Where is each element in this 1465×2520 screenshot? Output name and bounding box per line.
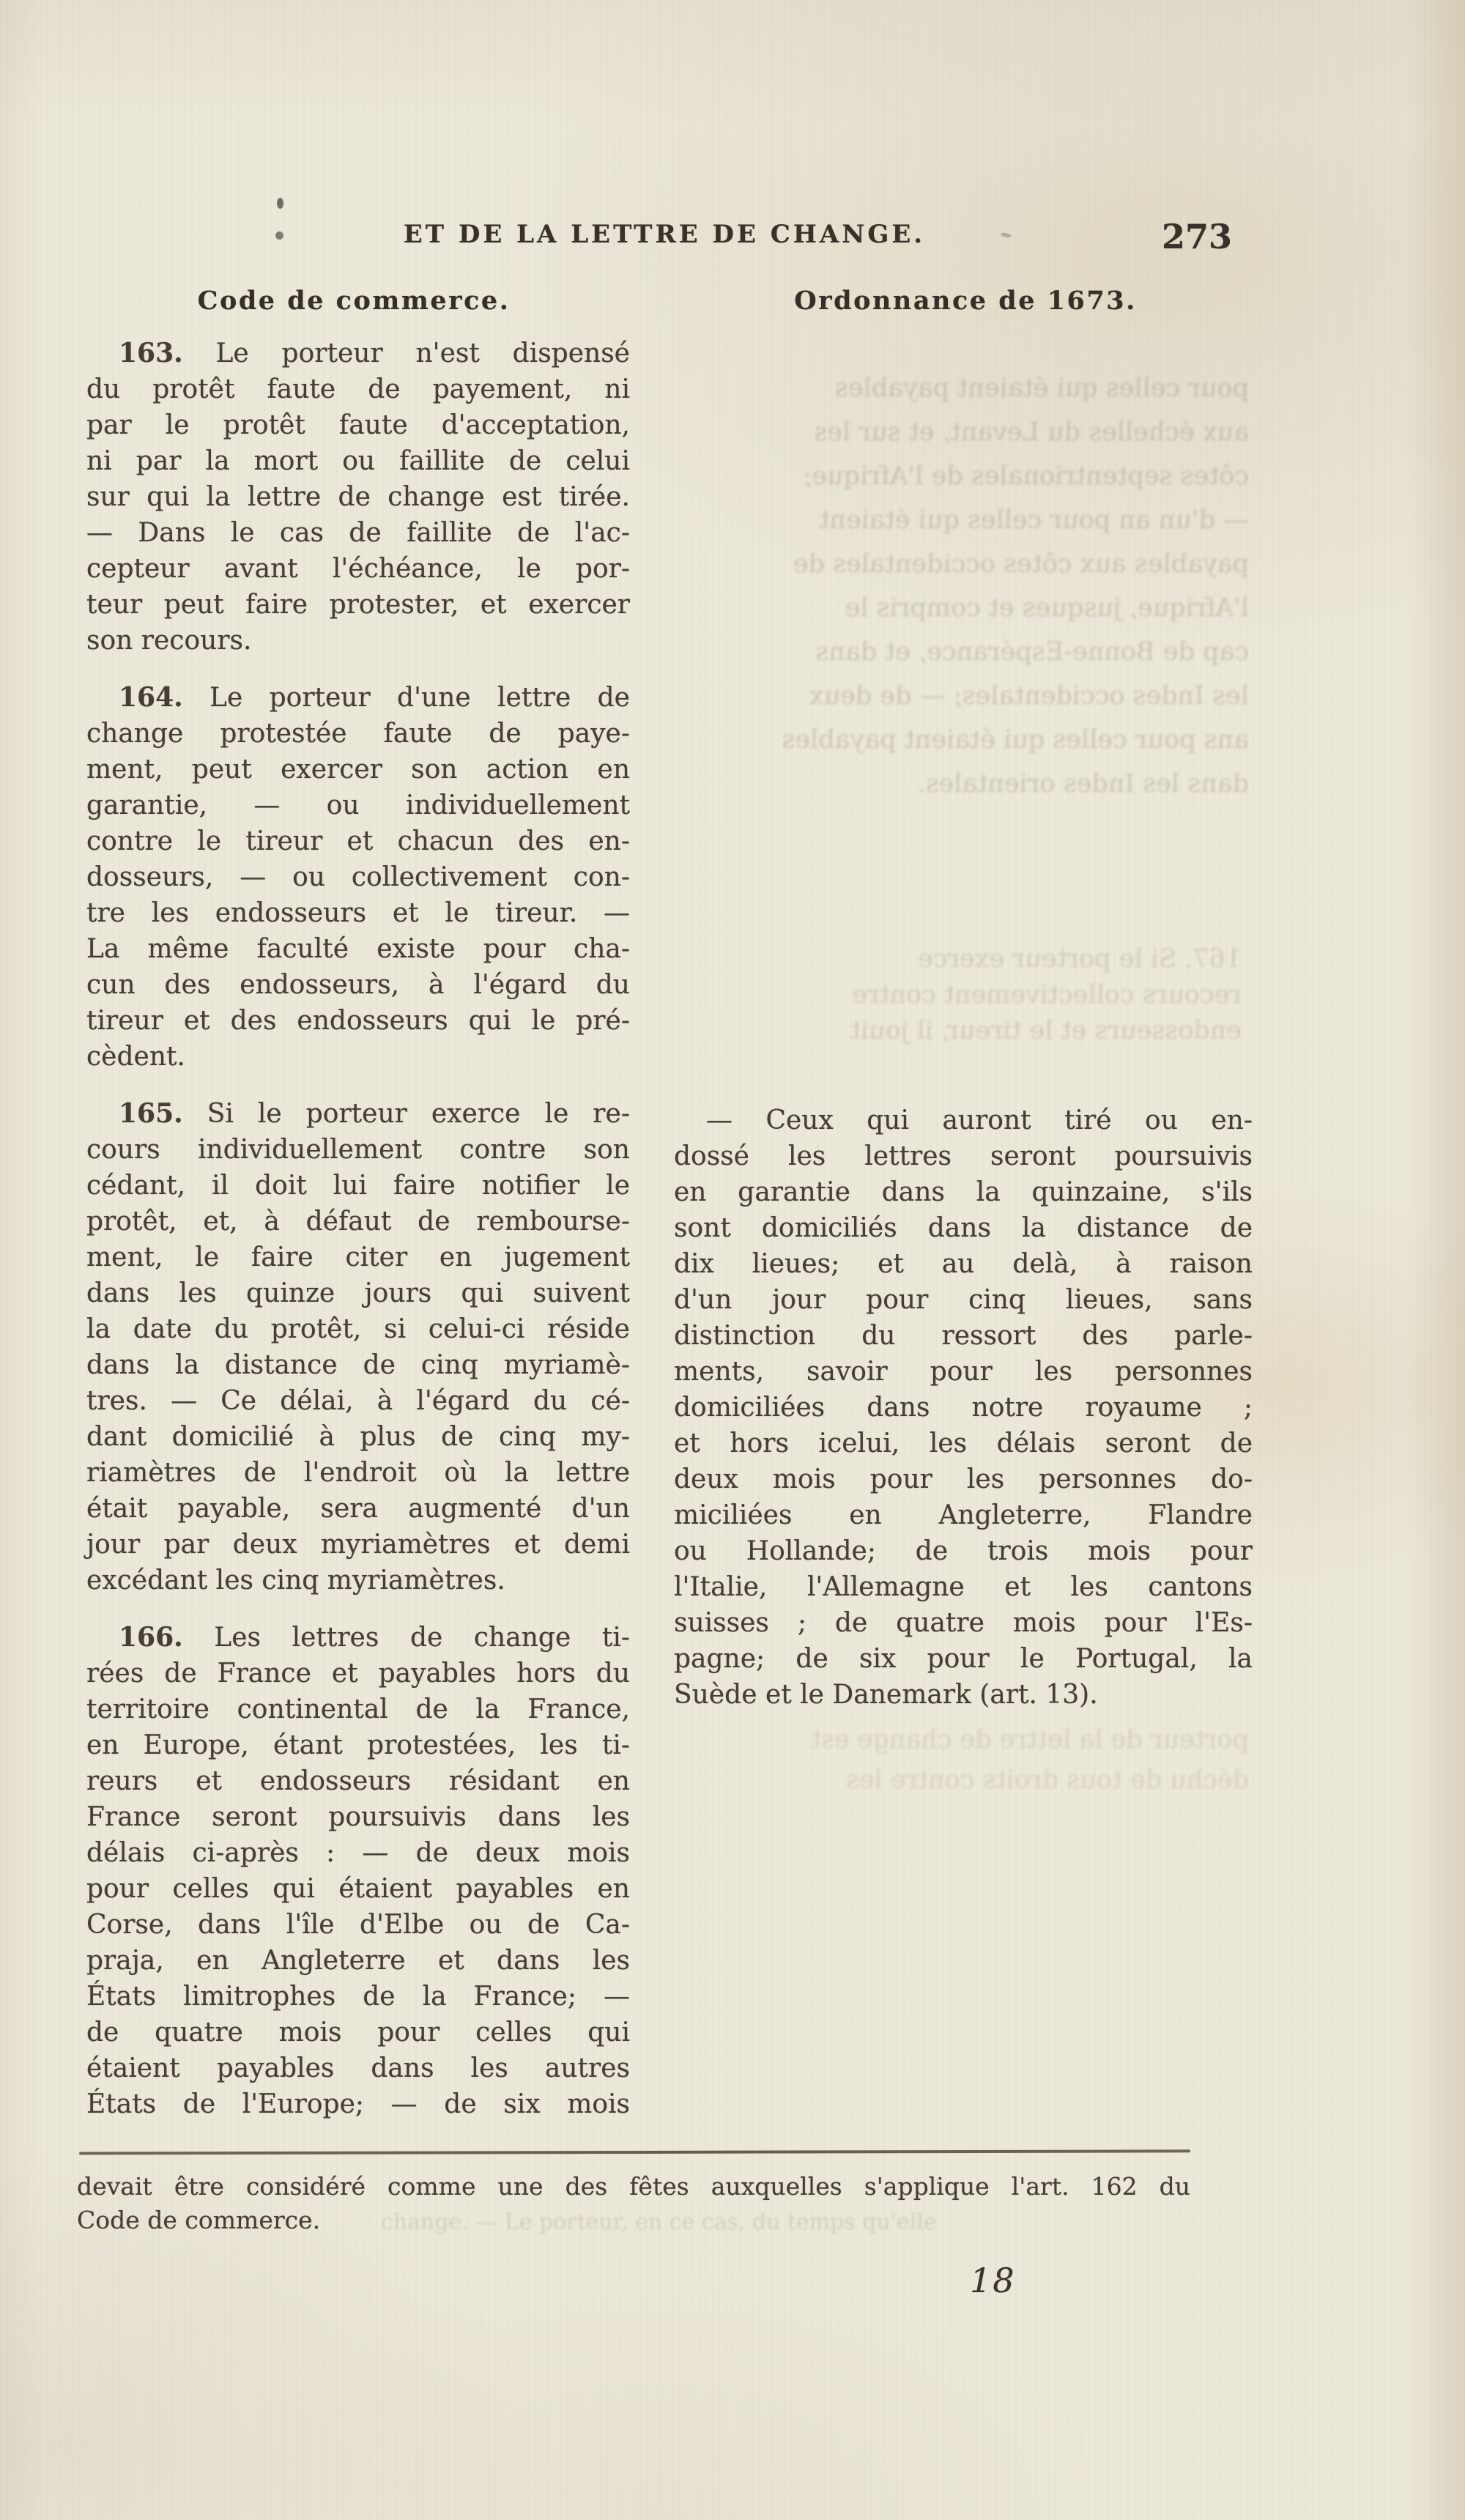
right-column-heading: Ordonnance de 1673. [794,286,1137,316]
text-line: pagne; de six pour le Portugal, la [674,1644,1253,1674]
text-line: 163. Le porteur n'est dispensé [119,338,630,368]
text-line: distinction du ressort des parle- [674,1321,1253,1351]
text-line: tres. — Ce délai, à l'égard du cé- [86,1386,630,1416]
text-line: dosseurs, — ou collectivement con- [86,862,630,892]
text-line: dans la distance de cinq myriamè- [86,1350,630,1380]
text-line: l'Italie, l'Allemagne et les cantons [674,1572,1253,1602]
text-line: en Europe, étant protestées, les ti- [86,1730,630,1760]
text-line: suisses ; de quatre mois pour l'Es- [674,1608,1253,1638]
text-line: riamètres de l'endroit où la lettre [86,1458,630,1488]
text-line: — Ceux qui auront tiré ou en- [706,1105,1253,1135]
bleedthrough-line: recours collectivement contre [852,980,1242,1009]
text-line: ment, peut exercer son action en [86,755,630,785]
text-line: sont domiciliés dans la distance de [674,1213,1253,1243]
text-line: Code de commerce. [77,2206,321,2234]
bleedthrough-line: 167. Si le porteur exerce [918,944,1242,974]
text-line: 165. Si le porteur exerce le re- [119,1098,630,1129]
text-line: France seront poursuivis dans les [86,1802,630,1832]
paragraph [77,2170,1190,2237]
text-line: garantie, — ou individuellement [86,790,630,820]
text-line: ments, savoir pour les personnes [674,1357,1253,1387]
bleedthrough-line: les Indes occidentales; — de deux [809,681,1249,711]
text-line: États limitrophes de la France; — [86,1982,630,2012]
text-line: cours individuellement contre son [86,1135,630,1165]
text-line: contre le tireur et chacun des en- [86,826,630,856]
footnote-text [77,2170,1190,2237]
left-column-text [86,336,630,2143]
text-line: tre les endosseurs et le tireur. — [86,898,630,928]
bleedthrough-line: — d'un an pour celles qui étaient [819,505,1249,535]
text-line: praja, en Angleterre et dans les [86,1946,630,1976]
text-line: ou Hollande; de trois mois pour [674,1536,1253,1566]
text-line: sur qui la lettre de change est tirée. [86,482,630,512]
text-line: était payable, sera augmenté d'un [86,1494,630,1524]
text-line: ment, le faire citer en jugement [86,1242,630,1272]
verso-bleedthrough-text [692,941,1242,1049]
text-line: son recours. [86,626,252,656]
text-line: cèdent. [86,1042,185,1072]
text-line: dans les quinze jours qui suivent [86,1278,630,1308]
text-line: la date du protêt, si celui-ci réside [86,1314,630,1344]
bleedthrough-line: payables aux côtes occidentales de [793,549,1249,579]
paragraph [674,1102,1253,1713]
paragraph [86,680,630,1075]
text-line: cepteur avant l'échéance, le por- [86,554,630,584]
running-header: ET DE LA LETTRE DE CHANGE. [403,220,926,249]
bleedthrough-line: pour celles qui étaient payables [834,374,1249,403]
bleedthrough-line: aux échelles du Levant, et sur les [814,418,1249,447]
text-line: Suède et le Danemark (art. 13). [674,1680,1098,1710]
text-line: rées de France et payables hors du [86,1659,630,1689]
text-line: dant domicilié à plus de cinq my- [86,1422,630,1452]
ink-speck [275,231,283,240]
verso-bleedthrough-text [685,366,1249,806]
text-line: change protestée faute de paye- [86,719,630,749]
text-line: pour celles qui étaient payables en [86,1874,630,1904]
ink-speck [1001,232,1012,239]
text-line: protêt, et, à défaut de rembourse- [86,1207,630,1237]
text-line: cédant, il doit lui faire notifier le [86,1171,630,1201]
bleedthrough-line: porteur de la lettre de change est [810,1725,1249,1754]
footnote-separator-rule [79,2149,1190,2154]
text-line: ni par la mort ou faillite de celui [86,446,630,476]
left-column-heading: Code de commerce. [197,286,511,316]
text-line: 166. Les lettres de change ti- [119,1622,630,1653]
paragraph [86,1096,630,1598]
bleedthrough-line: l'Afrique, jusques et compris le [845,593,1249,623]
text-line: États de l'Europe; — de six mois [86,2089,630,2119]
text-line: dix lieues; et au delà, à raison [674,1249,1253,1279]
text-line: par le protêt faute d'acceptation, [86,410,630,440]
text-line: excédant les cinq myriamètres. [86,1565,505,1596]
paragraph [86,1620,630,2122]
text-line: La même faculté existe pour cha- [86,934,630,964]
bleedthrough-line: cap de Bonne-Espérance, et dans [815,637,1249,667]
text-line: en garantie dans la quinzaine, s'ils [674,1177,1253,1207]
text-line: 164. Le porteur d'une lettre de [119,682,630,713]
text-line: cun des endosseurs, à l'égard du [86,970,630,1000]
text-line: dossé les lettres seront poursuivis [674,1141,1253,1171]
text-line: Corse, dans l'île d'Elbe ou de Ca- [86,1910,630,1940]
text-line: d'un jour pour cinq lieues, sans [674,1285,1253,1315]
text-line: étaient payables dans les autres [86,2053,630,2083]
text-line: jour par deux myriamètres et demi [86,1530,630,1560]
text-line: devait être considéré comme une des fêtes auxquelles s'applique l'art. 162 du [77,2172,1190,2201]
text-line: délais ci-après : — de deux mois [86,1838,630,1868]
text-line: miciliées en Angleterre, Flandre [674,1500,1253,1530]
bleedthrough-line: dans les Indes orientales. [917,769,1249,798]
bleedthrough-line: endosseurs et le tireur, il jouit [850,1016,1242,1045]
bleedthrough-line: change. — Le porteur, en ce cas, du temps qu'elle [381,2209,937,2235]
bleedthrough-line: côtes septentrionales de l'Afrique; [803,462,1249,491]
text-line: domiciliées dans notre royaume ; [674,1393,1253,1423]
text-line: — Dans le cas de faillite de l'ac- [86,518,630,548]
signature-mark: 18 [970,2261,1016,2300]
bleedthrough-line: ans pour celles qui étaient payables [782,725,1249,755]
ink-speck [277,198,283,209]
page-number: 273 [1162,217,1233,256]
text-line: teur peut faire protester, et exercer [86,590,630,620]
text-line: tireur et des endosseurs qui le pré- [86,1006,630,1036]
bleedthrough-line: déchu de tous droits contre les [845,1765,1249,1795]
text-line: de quatre mois pour celles qui [86,2017,630,2048]
text-line: du protêt faute de payement, ni [86,374,630,404]
text-line: et hors icelui, les délais seront de [674,1428,1253,1459]
paragraph [86,336,630,659]
text-line: territoire continental de la France, [86,1694,630,1724]
right-column-text [674,1102,1253,1734]
text-line: deux mois pour les personnes do- [674,1464,1253,1494]
text-line: reurs et endosseurs résidant en [86,1766,630,1796]
